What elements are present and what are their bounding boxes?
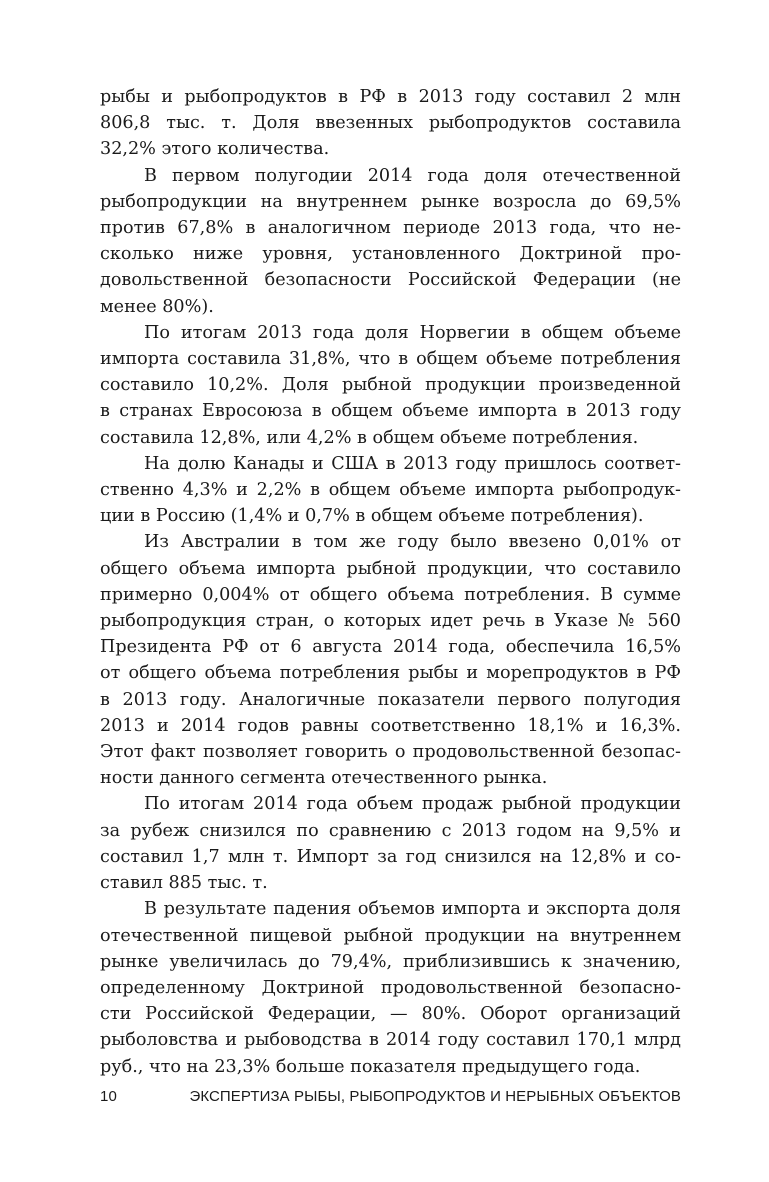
text-line: В первом полугодии 2014 года доля отечественной [144,165,681,186]
text-line: Этот факт позволяет говорить о продовольственной безопас- [100,742,681,763]
text-line: По итогам 2014 года объем продаж рыбной продукции [144,794,681,815]
text-line: довольственной безопасности Российской Федерации (не [100,270,681,291]
text-line: рынке увеличилась до 79,4%, приблизившись к значению, [100,951,681,972]
paragraph [100,451,681,530]
text-line: Президента РФ от 6 августа 2014 года, обеспечила 16,5% [100,637,681,658]
text-line: рыбопродукция стран, о которых идет речь в Указе № 560 [100,611,681,632]
text-line: менее 80%). [100,296,214,317]
text-line: за рубеж снизился по сравнению с 2013 годом на 9,5% и [100,820,681,841]
running-head: ЭКСПЕРТИЗА РЫБЫ, РЫБОПРОДУКТОВ И НЕРЫБНЫХ ОБЪЕКТОВ [189,1088,681,1105]
text-line: отечественной пищевой рыбной продукции на внутреннем [100,925,681,946]
paragraph [100,529,681,791]
text-line: ности данного сегмента отечественного рынка. [100,768,548,789]
paragraph [100,84,681,163]
text-line: рыболовства и рыбоводства в 2014 году составил 170,1 млрд [100,1030,681,1051]
paragraph [100,163,681,320]
body-text [100,84,681,1080]
text-line: Из Австралии в том же году было ввезено 0,01% от [144,532,681,553]
text-line: 806,8 тыс. т. Доля ввезенных рыбопродуктов составила [100,113,681,134]
text-line: рыбы и рыбопродуктов в РФ в 2013 году составил 2 млн [100,87,681,107]
text-line: руб., что на 23,3% больше показателя предыдущего года. [100,1056,641,1077]
text-line: определенному Доктриной продовольственной безопасно- [100,977,681,998]
text-line: 32,2% этого количества. [100,139,330,160]
text-line: в 2013 году. Аналогичные показатели первого полугодия [100,689,681,710]
text-line: составила 12,8%, или 4,2% в общем объеме потребления. [100,427,639,448]
text-line: сколько ниже уровня, установленного Доктриной про- [100,244,681,265]
text-line: примерно 0,004% от общего объема потребления. В сумме [100,584,681,605]
text-line: против 67,8% в аналогичном периоде 2013 года, что не- [100,218,681,239]
paragraph [100,320,681,451]
text-line: составило 10,2%. Доля рыбной продукции произведенной [100,375,681,396]
text-line: ставил 885 тыс. т. [100,873,268,894]
text-line: общего объема импорта рыбной продукции, что составило [100,558,681,579]
text-line: На долю Канады и США в 2013 году пришлось соответ- [144,453,681,474]
page-number: 10 [100,1088,117,1105]
text-line: импорта составила 31,8%, что в общем объеме потребления [100,349,681,370]
text-line: ции в Россию (1,4% и 0,7% в общем объеме потребления). [100,506,644,527]
paragraph [100,791,681,896]
text-line: ственно 4,3% и 2,2% в общем объеме импорта рыбопродук- [100,480,681,501]
text-line: рыбопродукции на внутреннем рынке возросла до 69,5% [100,191,681,212]
text-line: 2013 и 2014 годов равны соответственно 18,1% и 16,3%. [100,715,681,736]
text-line: В результате падения объемов импорта и экспорта доля [144,899,681,920]
text-line: от общего объема потребления рыбы и морепродуктов в РФ [100,663,681,684]
paragraph [100,896,681,1079]
text-line: в странах Евросоюза в общем объеме импорта в 2013 году [100,401,681,422]
text-line: составил 1,7 млн т. Импорт за год снизился на 12,8% и со- [100,846,681,867]
text-line: По итогам 2013 года доля Норвегии в общем объеме [144,322,681,343]
text-line: сти Российской Федерации, — 80%. Оборот организаций [100,1004,681,1025]
